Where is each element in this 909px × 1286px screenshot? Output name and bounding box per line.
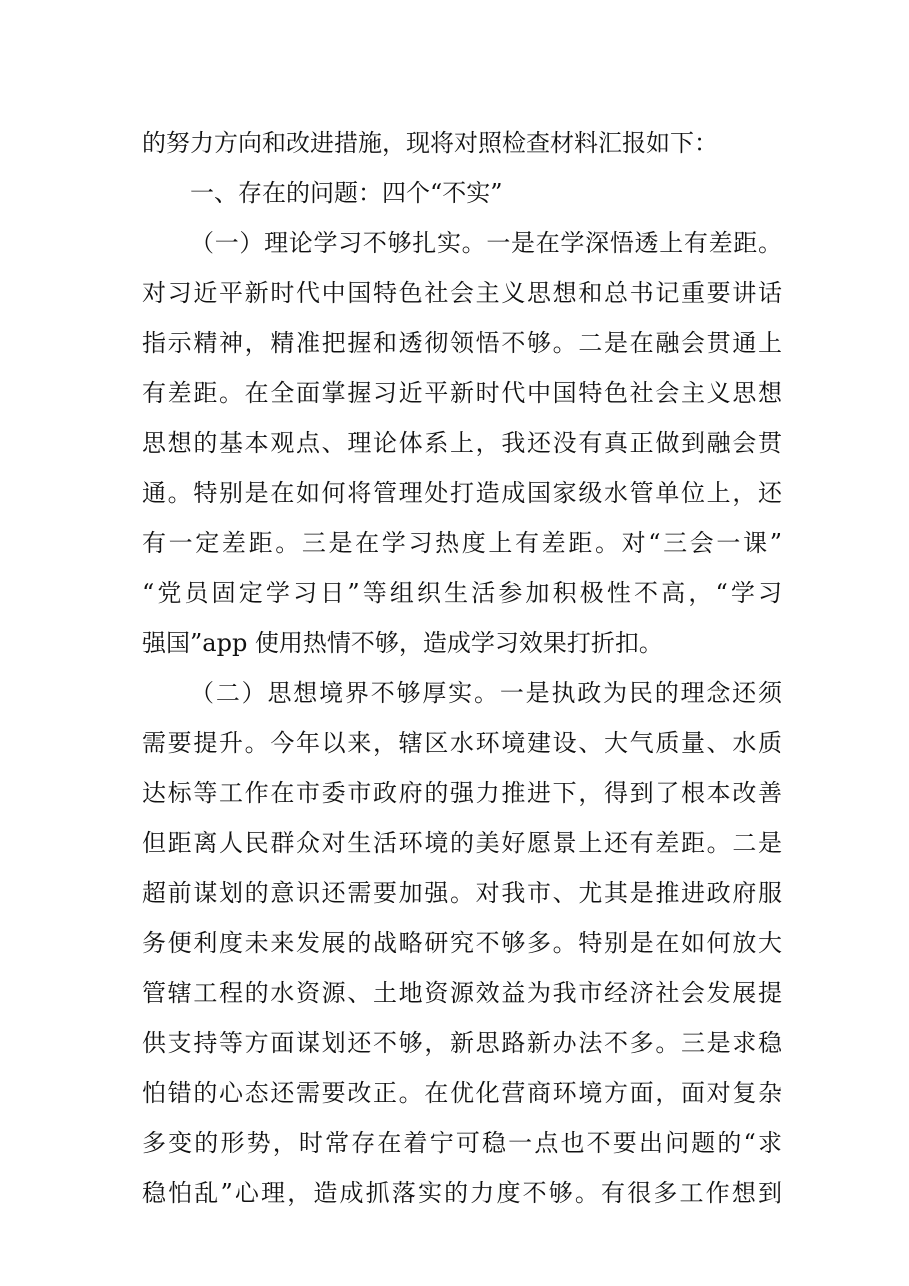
text-line: 通。特别是在如何将管理处打造成国家级水管单位上，还 <box>142 479 782 507</box>
text-line: 达标等工作在市委市政府的强力推进下，得到了根本改善 <box>142 779 782 807</box>
text-line: 怕错的心态还需要改正。在优化营商环境方面，面对复杂 <box>142 1079 782 1107</box>
text-line: 务便利度未来发展的战略研究不够多。特别是在如何放大 <box>142 929 782 957</box>
text-line: “党员固定学习日”等组织生活参加积极性不高，“学习 <box>142 579 782 607</box>
text-line: 思想的基本观点、理论体系上，我还没有真正做到融会贯 <box>142 429 782 457</box>
subsection-heading-line: （二）思想境界不够厚实。一是执政为民的理念还须 <box>190 679 782 707</box>
text-line: 有一定差距。三是在学习热度上有差距。对“三会一课” <box>142 529 782 557</box>
text-line: 的努力方向和改进措施，现将对照检查材料汇报如下： <box>142 129 718 157</box>
text-line: 对习近平新时代中国特色社会主义思想和总书记重要讲话 <box>142 279 782 307</box>
text-line: 有差距。在全面掌握习近平新时代中国特色社会主义思想 <box>142 379 782 407</box>
text-line: 但距离人民群众对生活环境的美好愿景上还有差距。二是 <box>142 829 782 857</box>
text-line: 多变的形势，时常存在着宁可稳一点也不要出问题的“求 <box>142 1129 782 1157</box>
text-line: 供支持等方面谋划还不够，新思路新办法不多。三是求稳 <box>142 1029 782 1057</box>
text-line: 需要提升。今年以来，辖区水环境建设、大气质量、水质 <box>142 729 782 757</box>
text-line: 稳怕乱”心理，造成抓落实的力度不够。有很多工作想到 <box>142 1179 782 1207</box>
section-heading: 一、存在的问题：四个“不实” <box>190 179 503 207</box>
subsection-heading-line: （一）理论学习不够扎实。一是在学深悟透上有差距。 <box>190 229 782 257</box>
text-line: 超前谋划的意识还需要加强。对我市、尤其是推进政府服 <box>142 879 782 907</box>
text-line: 强国”app 使用热情不够，造成学习效果打折扣。 <box>142 629 663 657</box>
text-line: 管辖工程的水资源、土地资源效益为我市经济社会发展提 <box>142 979 782 1007</box>
text-line: 指示精神，精准把握和透彻领悟不够。二是在融会贯通上 <box>142 329 782 357</box>
